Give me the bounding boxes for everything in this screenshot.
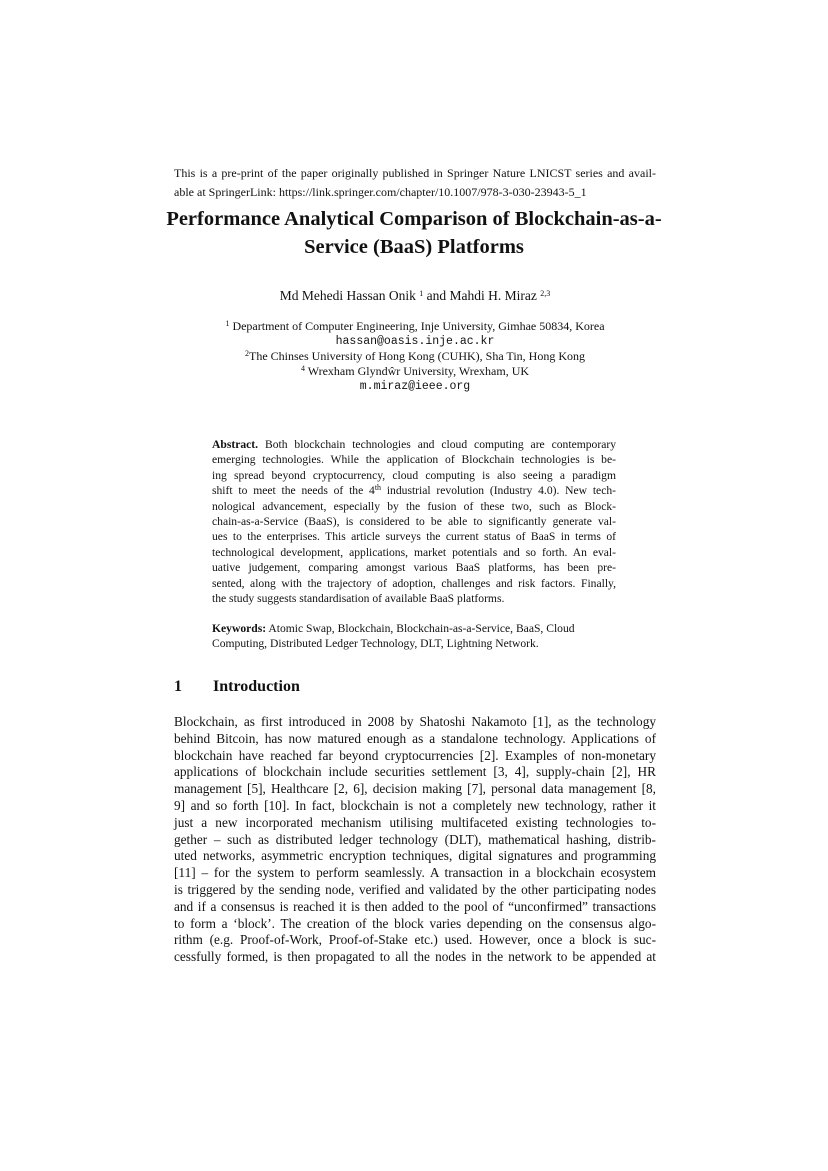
email-address: hassan@oasis.inje.ac.kr [335,335,495,348]
author-affiliation-mark: 1 [419,289,424,298]
abstract [212,437,616,606]
preprint-line: able at SpringerLink: https://link.springer.com/chapter/10.1007/978-3-030-23943-5_1 [174,184,587,199]
author-list [174,288,656,304]
body-line: and if a consensus is reached it is then added to the pool of “unconfirmed” transactions [174,898,656,914]
preprint-note [174,164,656,201]
author-conjunction: and [426,288,447,303]
body-line: [11] – for the system to perform seamlessly. A transaction in a blockchain ecosystem [174,865,656,881]
abstract-line: Abstract. Both blockchain technologies and cloud computing are contemporary [212,438,616,451]
author-affiliation-mark: 2,3 [540,289,551,298]
body-line: blockchain have reached far beyond cryptocurrencies [2]. Examples of non-monetary [174,747,656,763]
body-line: gether – such as distributed ledger technology (DLT), mathematical hashing, distrib- [174,831,656,847]
abstract-line: nological advancement, especially by the fusion of these two, such as Block- [212,499,616,513]
keywords-line: Computing, Distributed Ledger Technology, DLT, Lightning Network. [212,637,539,651]
body-line: applications of blockchain include securities settlement [3, 4], supply-chain [2], HR [174,764,656,780]
abstract-line: shift to meet the needs of the 4th industrial revolution (Industry 4.0). New tech- [212,483,616,498]
keywords-line: Keywords: Atomic Swap, Blockchain, Blockchain-as-a-Service, BaaS, Cloud [212,622,575,635]
body-text [174,714,656,966]
body-line: behind Bitcoin, has now matured enough as a standalone technology. Applications of [174,730,656,746]
body-line: management [5], Healthcare [2, 6], decision making [7], personal data management [8, [174,781,656,797]
abstract-line: chain-as-a-Service (BaaS), is considered to be able to significantly generate val- [212,515,616,529]
abstract-line: emerging technologies. While the application of Blockchain technologies is be- [212,453,616,467]
body-line: to form a ‘block’. The creation of the block varies depending on the consensus algo- [174,915,656,931]
author-name: Md Mehedi Hassan Onik [279,288,416,303]
section-number: 1 [174,678,182,695]
abstract-line: ues to the enterprises. This article surveys the current status of BaaS in terms of [212,530,616,544]
paper-title [150,206,678,261]
abstract-line: ing spread beyond cryptocurrency, cloud computing is also seeing a paradigm [212,468,616,482]
body-line: is triggered by the sending node, verified and validated by the other participating nodes [174,881,656,897]
body-line: Blockchain, as first introduced in 2008 by Shatoshi Nakamoto [1], as the technology [174,714,656,729]
keywords [212,621,616,652]
body-line: cessfully formed, is then propagated to all the nodes in the network to be appended at [174,949,656,965]
title-line: Performance Analytical Comparison of Blockchain-as-a- [166,208,662,230]
affiliations [174,319,656,394]
abstract-line: technological development, applications, market potentials and so forth. An eval- [212,545,616,559]
preprint-line: This is a pre-print of the paper originally published in Springer Nature LNICST series and avail- [174,166,656,180]
section-heading [174,677,656,697]
title-line: Service (BaaS) Platforms [304,235,524,258]
abstract-line: sented, along with the trajectory of adoption, challenges and risk factors. Finally, [212,576,616,590]
body-line: rithm (e.g. Proof-of-Work, Proof-of-Stake etc.) used. However, once a block is suc- [174,932,656,948]
abstract-line: uative judgement, comparing amongst various BaaS platforms, has been pre- [212,561,616,575]
author-name: Mahdi H. Miraz [449,288,537,303]
section-title: Introduction [213,678,300,695]
affiliation-line: $^1$ Department of Computer Engineering, Inje University, Gimhae 50834, Korea [225,319,605,333]
affiliation-line: $^4$ Wrexham Glyndŵr University, Wrexham, UK [300,364,530,378]
abstract-line: the study suggests standardisation of available BaaS platforms. [212,592,505,606]
abstract-label: Abstract. [212,438,259,451]
body-line: just a new incorporated mechanism utilising multifaceted existing technologies to- [174,814,656,830]
affiliation-line: $^2$The Chinses University of Hong Kong (CUHK), Sha Tin, Hong Kong [245,349,585,363]
body-line: 9] and so forth [10]. In fact, blockchain is not a completely new technology, rather it [174,797,656,813]
keywords-label: Keywords: [212,622,267,635]
body-line: uted networks, asymmetric encryption techniques, digital signatures and programming [174,848,656,864]
email-address: m.miraz@ieee.org [359,380,471,393]
